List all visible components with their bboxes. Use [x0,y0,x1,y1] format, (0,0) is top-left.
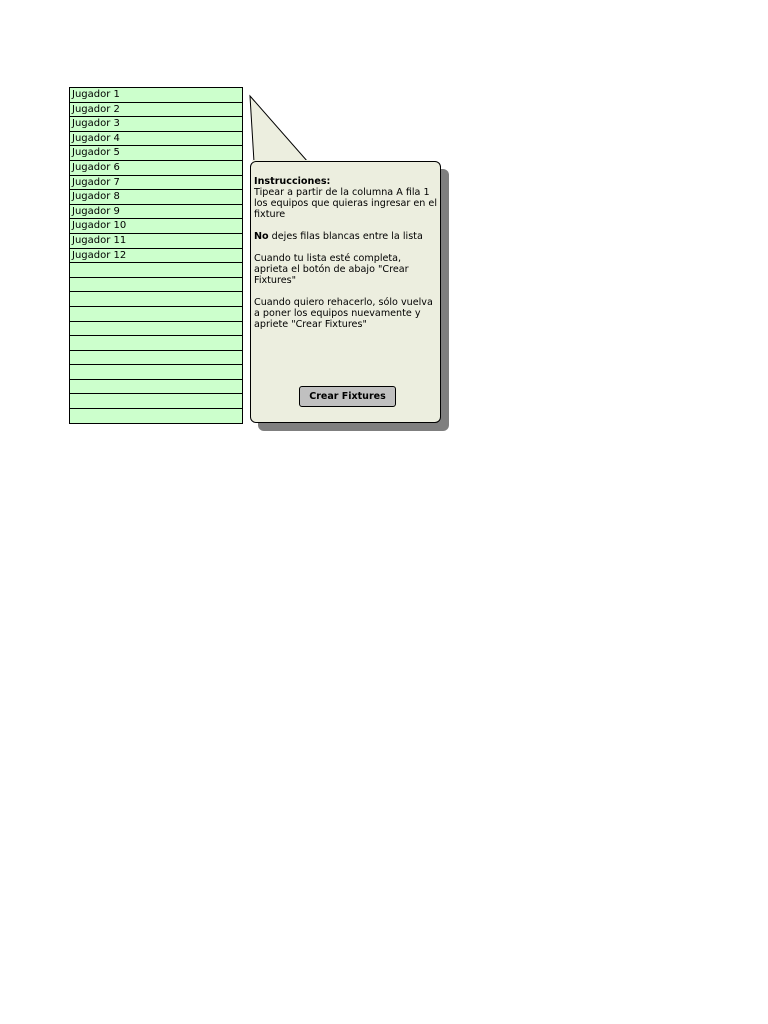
instructions-title: Instrucciones: [254,176,331,187]
instructions-text [254,176,438,341]
player-cell[interactable]: Jugador 11 [70,234,242,249]
player-cell[interactable]: Jugador 12 [70,249,242,264]
instructions-no-bold: No [254,231,269,242]
instructions-line-1: Tipear a partir de la columna A fila 1 los equipos que quieras ingresar en el fixture [254,187,438,220]
player-cell[interactable]: Jugador 10 [70,219,242,234]
instructions-line-4: Cuando quiero rehacerlo, sólo vuelva a poner los equipos nuevamente y apriete "Crear Fixtures" [254,297,433,330]
player-cell[interactable]: Jugador 9 [70,205,242,220]
player-cell[interactable]: Jugador 4 [70,132,242,147]
player-cell[interactable] [70,409,242,424]
player-cell[interactable] [70,394,242,409]
instructions-line-3: Cuando tu lista esté completa, aprieta el botón de abajo "Crear Fixtures" [254,253,409,286]
player-cell[interactable] [70,263,242,278]
player-cell[interactable] [70,307,242,322]
player-cell[interactable]: Jugador 2 [70,103,242,118]
crear-fixtures-button[interactable]: Crear Fixtures [299,386,396,407]
player-list-column [69,87,243,424]
player-cell[interactable]: Jugador 3 [70,117,242,132]
player-cell[interactable]: Jugador 1 [70,88,242,103]
player-cell[interactable]: Jugador 8 [70,190,242,205]
player-cell[interactable] [70,351,242,366]
player-cell[interactable]: Jugador 6 [70,161,242,176]
player-cell[interactable]: Jugador 7 [70,176,242,191]
player-cell[interactable] [70,380,242,395]
callout-tail [240,90,330,170]
player-cell[interactable]: Jugador 5 [70,146,242,161]
player-cell[interactable] [70,292,242,307]
player-cell[interactable] [70,322,242,337]
player-cell[interactable] [70,365,242,380]
player-cell[interactable] [70,278,242,293]
instructions-line-2: dejes filas blancas entre la lista [268,231,423,242]
player-cell[interactable] [70,336,242,351]
